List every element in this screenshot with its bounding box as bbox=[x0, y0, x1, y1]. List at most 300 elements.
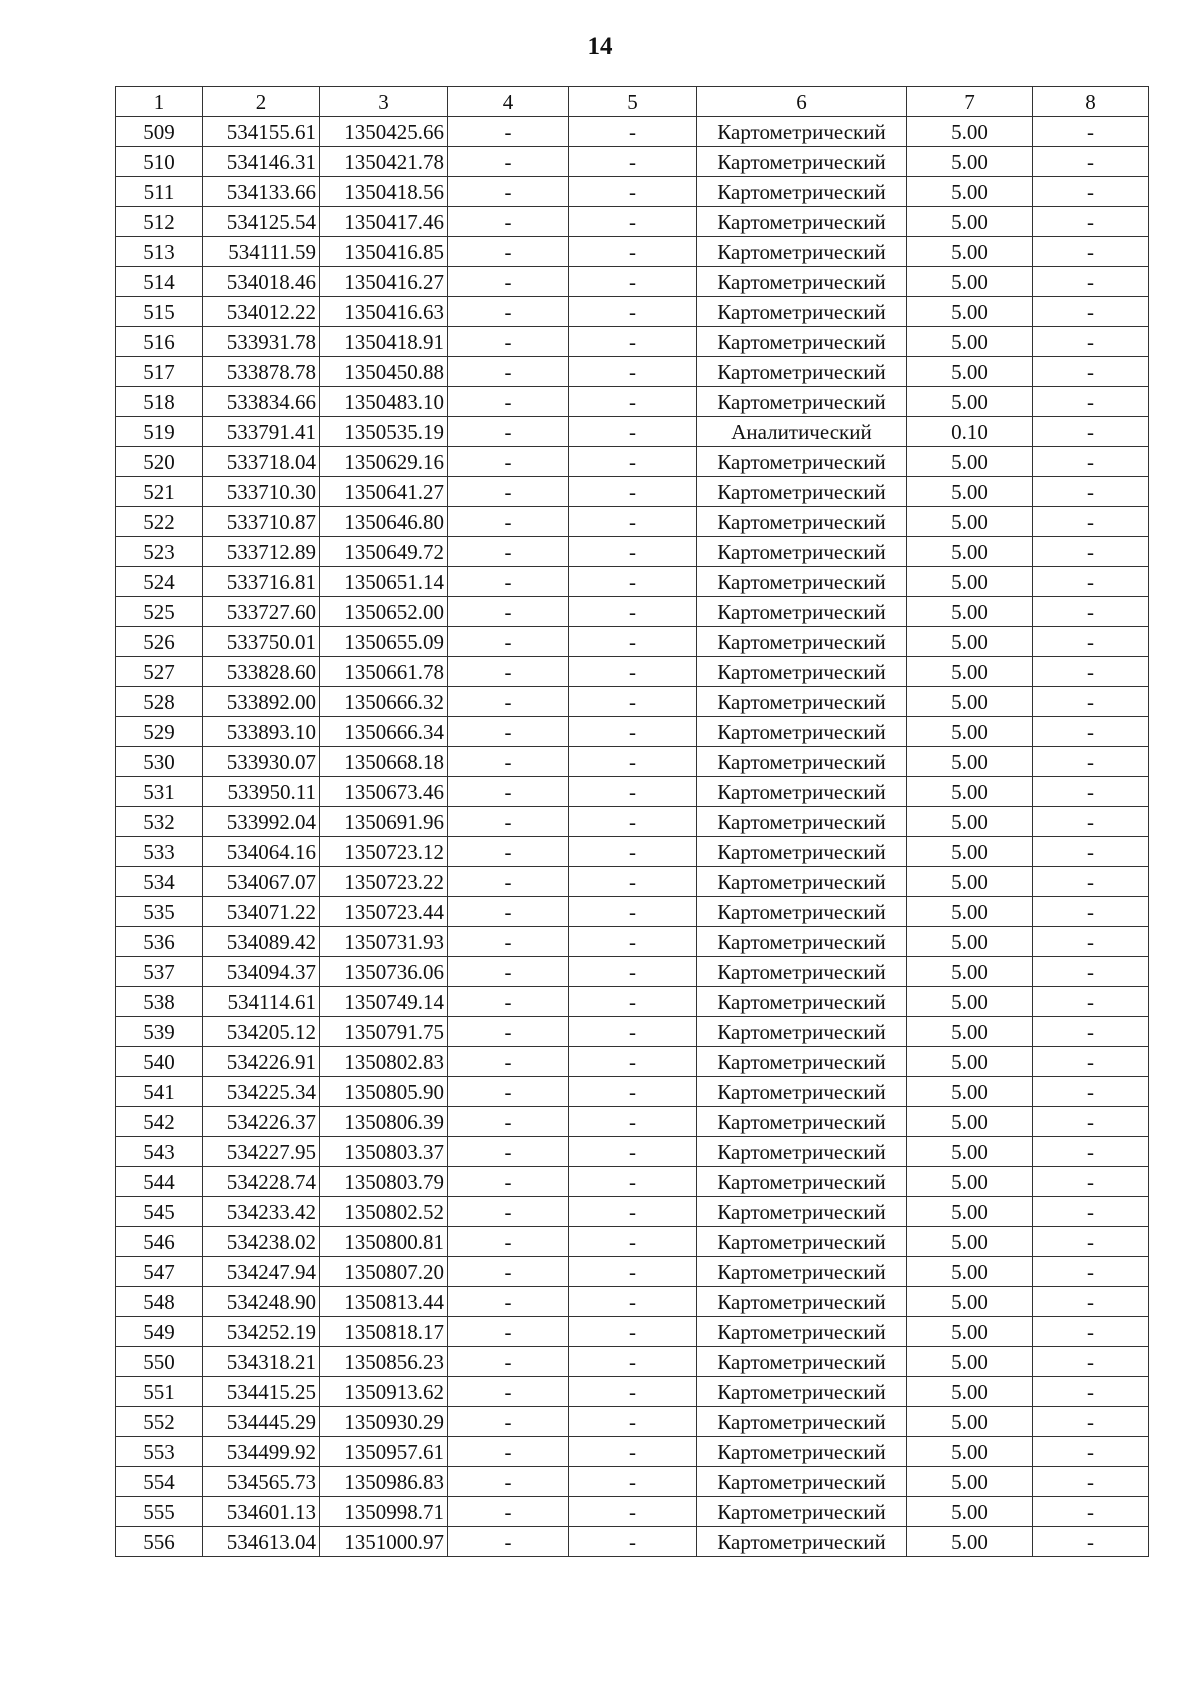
col8-value-cell: - bbox=[1033, 1527, 1149, 1557]
col8-value-cell: - bbox=[1033, 117, 1149, 147]
coord-x-cell: 534071.22 bbox=[203, 897, 320, 927]
coord-y-cell: 1350416.27 bbox=[320, 267, 448, 297]
coord-x-cell: 534248.90 bbox=[203, 1287, 320, 1317]
coord-x-cell: 533791.41 bbox=[203, 417, 320, 447]
col4-value-cell: - bbox=[448, 1407, 569, 1437]
col8-value-cell: - bbox=[1033, 1497, 1149, 1527]
table-row bbox=[116, 357, 1149, 387]
table-row bbox=[116, 237, 1149, 267]
col5-value-cell: - bbox=[569, 1017, 697, 1047]
coord-x-cell: 534111.59 bbox=[203, 237, 320, 267]
coord-y-cell: 1350655.09 bbox=[320, 627, 448, 657]
coord-x-cell: 534012.22 bbox=[203, 297, 320, 327]
col4-value-cell: - bbox=[448, 627, 569, 657]
point-number-cell: 551 bbox=[116, 1377, 203, 1407]
col4-value-cell: - bbox=[448, 687, 569, 717]
col5-value-cell: - bbox=[569, 687, 697, 717]
col8-value-cell: - bbox=[1033, 1467, 1149, 1497]
col4-value-cell: - bbox=[448, 1197, 569, 1227]
method-cell: Картометрический bbox=[697, 1257, 907, 1287]
col4-value-cell: - bbox=[448, 747, 569, 777]
point-number-cell: 509 bbox=[116, 117, 203, 147]
method-cell: Картометрический bbox=[697, 1197, 907, 1227]
col5-value-cell: - bbox=[569, 327, 697, 357]
method-cell: Картометрический bbox=[697, 1167, 907, 1197]
col5-value-cell: - bbox=[569, 417, 697, 447]
col5-value-cell: - bbox=[569, 447, 697, 477]
col8-value-cell: - bbox=[1033, 207, 1149, 237]
col5-value-cell: - bbox=[569, 387, 697, 417]
coord-y-cell: 1350723.22 bbox=[320, 867, 448, 897]
table-row bbox=[116, 1137, 1149, 1167]
coord-x-cell: 534233.42 bbox=[203, 1197, 320, 1227]
coord-x-cell: 533992.04 bbox=[203, 807, 320, 837]
coord-y-cell: 1350629.16 bbox=[320, 447, 448, 477]
method-cell: Картометрический bbox=[697, 297, 907, 327]
col5-value-cell: - bbox=[569, 867, 697, 897]
accuracy-cell: 5.00 bbox=[907, 1017, 1033, 1047]
method-cell: Картометрический bbox=[697, 1407, 907, 1437]
coord-y-cell: 1350668.18 bbox=[320, 747, 448, 777]
col4-value-cell: - bbox=[448, 237, 569, 267]
coordinates-table bbox=[115, 86, 1149, 1557]
coord-x-cell: 533716.81 bbox=[203, 567, 320, 597]
accuracy-cell: 5.00 bbox=[907, 747, 1033, 777]
col8-value-cell: - bbox=[1033, 537, 1149, 567]
method-cell: Картометрический bbox=[697, 837, 907, 867]
method-cell: Картометрический bbox=[697, 957, 907, 987]
col8-value-cell: - bbox=[1033, 837, 1149, 867]
col8-value-cell: - bbox=[1033, 1017, 1149, 1047]
col5-value-cell: - bbox=[569, 1347, 697, 1377]
col5-value-cell: - bbox=[569, 207, 697, 237]
coord-x-cell: 534252.19 bbox=[203, 1317, 320, 1347]
method-cell: Картометрический bbox=[697, 1437, 907, 1467]
accuracy-cell: 5.00 bbox=[907, 1287, 1033, 1317]
col4-value-cell: - bbox=[448, 807, 569, 837]
col8-value-cell: - bbox=[1033, 1257, 1149, 1287]
coord-y-cell: 1350646.80 bbox=[320, 507, 448, 537]
col4-value-cell: - bbox=[448, 1527, 569, 1557]
point-number-cell: 541 bbox=[116, 1077, 203, 1107]
coord-x-cell: 533828.60 bbox=[203, 657, 320, 687]
col4-value-cell: - bbox=[448, 387, 569, 417]
coord-y-cell: 1350416.63 bbox=[320, 297, 448, 327]
accuracy-cell: 5.00 bbox=[907, 1497, 1033, 1527]
accuracy-cell: 5.00 bbox=[907, 687, 1033, 717]
col4-value-cell: - bbox=[448, 147, 569, 177]
table-row bbox=[116, 537, 1149, 567]
table-row bbox=[116, 777, 1149, 807]
method-cell: Картометрический bbox=[697, 687, 907, 717]
col4-value-cell: - bbox=[448, 1257, 569, 1287]
col5-value-cell: - bbox=[569, 837, 697, 867]
col4-value-cell: - bbox=[448, 177, 569, 207]
table-row bbox=[116, 447, 1149, 477]
point-number-cell: 549 bbox=[116, 1317, 203, 1347]
accuracy-cell: 5.00 bbox=[907, 1077, 1033, 1107]
point-number-cell: 521 bbox=[116, 477, 203, 507]
method-cell: Картометрический bbox=[697, 1227, 907, 1257]
point-number-cell: 515 bbox=[116, 297, 203, 327]
col5-value-cell: - bbox=[569, 357, 697, 387]
accuracy-cell: 5.00 bbox=[907, 1347, 1033, 1377]
coord-x-cell: 534227.95 bbox=[203, 1137, 320, 1167]
col5-value-cell: - bbox=[569, 1287, 697, 1317]
coord-x-cell: 534565.73 bbox=[203, 1467, 320, 1497]
point-number-cell: 524 bbox=[116, 567, 203, 597]
col4-value-cell: - bbox=[448, 1107, 569, 1137]
table-row bbox=[116, 1377, 1149, 1407]
accuracy-cell: 5.00 bbox=[907, 507, 1033, 537]
coord-y-cell: 1350802.83 bbox=[320, 1047, 448, 1077]
coord-x-cell: 533727.60 bbox=[203, 597, 320, 627]
accuracy-cell: 5.00 bbox=[907, 1107, 1033, 1137]
point-number-cell: 545 bbox=[116, 1197, 203, 1227]
coord-y-cell: 1350791.75 bbox=[320, 1017, 448, 1047]
table-row bbox=[116, 417, 1149, 447]
col4-value-cell: - bbox=[448, 297, 569, 327]
point-number-cell: 544 bbox=[116, 1167, 203, 1197]
coord-y-cell: 1350483.10 bbox=[320, 387, 448, 417]
method-cell: Картометрический bbox=[697, 1137, 907, 1167]
coord-x-cell: 534238.02 bbox=[203, 1227, 320, 1257]
col4-value-cell: - bbox=[448, 837, 569, 867]
point-number-cell: 555 bbox=[116, 1497, 203, 1527]
table-row bbox=[116, 207, 1149, 237]
col4-value-cell: - bbox=[448, 897, 569, 927]
coord-y-cell: 1350805.90 bbox=[320, 1077, 448, 1107]
coord-y-cell: 1350856.23 bbox=[320, 1347, 448, 1377]
col4-value-cell: - bbox=[448, 1227, 569, 1257]
table-row bbox=[116, 477, 1149, 507]
col4-value-cell: - bbox=[448, 1497, 569, 1527]
point-number-cell: 542 bbox=[116, 1107, 203, 1137]
col8-value-cell: - bbox=[1033, 1077, 1149, 1107]
method-cell: Картометрический bbox=[697, 657, 907, 687]
col4-value-cell: - bbox=[448, 1017, 569, 1047]
coord-x-cell: 534067.07 bbox=[203, 867, 320, 897]
col4-value-cell: - bbox=[448, 1167, 569, 1197]
coord-y-cell: 1350691.96 bbox=[320, 807, 448, 837]
col8-value-cell: - bbox=[1033, 1317, 1149, 1347]
col8-value-cell: - bbox=[1033, 507, 1149, 537]
col5-value-cell: - bbox=[569, 717, 697, 747]
col5-value-cell: - bbox=[569, 1497, 697, 1527]
coord-y-cell: 1350673.46 bbox=[320, 777, 448, 807]
coord-y-cell: 1350425.66 bbox=[320, 117, 448, 147]
table-row bbox=[116, 927, 1149, 957]
accuracy-cell: 5.00 bbox=[907, 1317, 1033, 1347]
col8-value-cell: - bbox=[1033, 267, 1149, 297]
table-header bbox=[116, 87, 1149, 117]
coord-y-cell: 1350803.37 bbox=[320, 1137, 448, 1167]
coord-x-cell: 534089.42 bbox=[203, 927, 320, 957]
method-cell: Картометрический bbox=[697, 987, 907, 1017]
accuracy-cell: 5.00 bbox=[907, 867, 1033, 897]
accuracy-cell: 5.00 bbox=[907, 477, 1033, 507]
method-cell: Картометрический bbox=[697, 1497, 907, 1527]
coord-y-cell: 1350806.39 bbox=[320, 1107, 448, 1137]
col4-value-cell: - bbox=[448, 1047, 569, 1077]
table-row bbox=[116, 267, 1149, 297]
col4-value-cell: - bbox=[448, 1467, 569, 1497]
point-number-cell: 535 bbox=[116, 897, 203, 927]
point-number-cell: 552 bbox=[116, 1407, 203, 1437]
point-number-cell: 537 bbox=[116, 957, 203, 987]
coord-x-cell: 534205.12 bbox=[203, 1017, 320, 1047]
coord-x-cell: 534226.91 bbox=[203, 1047, 320, 1077]
table-row bbox=[116, 867, 1149, 897]
col8-value-cell: - bbox=[1033, 1347, 1149, 1377]
coord-y-cell: 1350800.81 bbox=[320, 1227, 448, 1257]
col8-value-cell: - bbox=[1033, 597, 1149, 627]
col8-value-cell: - bbox=[1033, 927, 1149, 957]
col4-value-cell: - bbox=[448, 987, 569, 1017]
coord-x-cell: 533950.11 bbox=[203, 777, 320, 807]
accuracy-cell: 5.00 bbox=[907, 807, 1033, 837]
table-row bbox=[116, 1497, 1149, 1527]
table-row bbox=[116, 747, 1149, 777]
col8-value-cell: - bbox=[1033, 387, 1149, 417]
method-cell: Картометрический bbox=[697, 1287, 907, 1317]
col8-value-cell: - bbox=[1033, 1107, 1149, 1137]
point-number-cell: 543 bbox=[116, 1137, 203, 1167]
table-row bbox=[116, 1257, 1149, 1287]
col4-value-cell: - bbox=[448, 447, 569, 477]
point-number-cell: 532 bbox=[116, 807, 203, 837]
coord-y-cell: 1350418.91 bbox=[320, 327, 448, 357]
col5-value-cell: - bbox=[569, 747, 697, 777]
col8-value-cell: - bbox=[1033, 327, 1149, 357]
table-row bbox=[116, 657, 1149, 687]
col5-value-cell: - bbox=[569, 507, 697, 537]
column-header-5: 5 bbox=[569, 87, 697, 117]
col8-value-cell: - bbox=[1033, 1407, 1149, 1437]
coord-x-cell: 534613.04 bbox=[203, 1527, 320, 1557]
coord-y-cell: 1350641.27 bbox=[320, 477, 448, 507]
coord-x-cell: 534225.34 bbox=[203, 1077, 320, 1107]
accuracy-cell: 5.00 bbox=[907, 627, 1033, 657]
accuracy-cell: 5.00 bbox=[907, 207, 1033, 237]
col4-value-cell: - bbox=[448, 1437, 569, 1467]
col5-value-cell: - bbox=[569, 1107, 697, 1137]
point-number-cell: 514 bbox=[116, 267, 203, 297]
col4-value-cell: - bbox=[448, 417, 569, 447]
method-cell: Картометрический bbox=[697, 777, 907, 807]
coord-y-cell: 1350723.12 bbox=[320, 837, 448, 867]
accuracy-cell: 5.00 bbox=[907, 267, 1033, 297]
point-number-cell: 547 bbox=[116, 1257, 203, 1287]
table-row bbox=[116, 1467, 1149, 1497]
col5-value-cell: - bbox=[569, 1077, 697, 1107]
coord-x-cell: 534146.31 bbox=[203, 147, 320, 177]
column-header-4: 4 bbox=[448, 87, 569, 117]
table-row bbox=[116, 1437, 1149, 1467]
col8-value-cell: - bbox=[1033, 1167, 1149, 1197]
col4-value-cell: - bbox=[448, 537, 569, 567]
point-number-cell: 530 bbox=[116, 747, 203, 777]
method-cell: Картометрический bbox=[697, 1467, 907, 1497]
table-row bbox=[116, 387, 1149, 417]
col8-value-cell: - bbox=[1033, 177, 1149, 207]
accuracy-cell: 5.00 bbox=[907, 987, 1033, 1017]
point-number-cell: 538 bbox=[116, 987, 203, 1017]
coord-x-cell: 534133.66 bbox=[203, 177, 320, 207]
table-row bbox=[116, 627, 1149, 657]
method-cell: Картометрический bbox=[697, 867, 907, 897]
coord-x-cell: 534318.21 bbox=[203, 1347, 320, 1377]
method-cell: Картометрический bbox=[697, 597, 907, 627]
method-cell: Картометрический bbox=[697, 507, 907, 537]
col4-value-cell: - bbox=[448, 867, 569, 897]
point-number-cell: 523 bbox=[116, 537, 203, 567]
table-row bbox=[116, 897, 1149, 927]
accuracy-cell: 5.00 bbox=[907, 1227, 1033, 1257]
table-row bbox=[116, 117, 1149, 147]
coord-x-cell: 534601.13 bbox=[203, 1497, 320, 1527]
table-row bbox=[116, 507, 1149, 537]
coord-y-cell: 1350649.72 bbox=[320, 537, 448, 567]
method-cell: Картометрический bbox=[697, 1107, 907, 1137]
coord-x-cell: 534125.54 bbox=[203, 207, 320, 237]
col4-value-cell: - bbox=[448, 1347, 569, 1377]
table-row bbox=[116, 987, 1149, 1017]
col4-value-cell: - bbox=[448, 1377, 569, 1407]
coord-x-cell: 533930.07 bbox=[203, 747, 320, 777]
coord-x-cell: 534228.74 bbox=[203, 1167, 320, 1197]
table-row bbox=[116, 1107, 1149, 1137]
method-cell: Картометрический bbox=[697, 927, 907, 957]
method-cell: Картометрический bbox=[697, 1527, 907, 1557]
col5-value-cell: - bbox=[569, 1377, 697, 1407]
coord-x-cell: 534064.16 bbox=[203, 837, 320, 867]
accuracy-cell: 5.00 bbox=[907, 1407, 1033, 1437]
coord-x-cell: 534114.61 bbox=[203, 987, 320, 1017]
coord-y-cell: 1350421.78 bbox=[320, 147, 448, 177]
accuracy-cell: 5.00 bbox=[907, 177, 1033, 207]
coord-x-cell: 533834.66 bbox=[203, 387, 320, 417]
method-cell: Аналитический bbox=[697, 417, 907, 447]
col5-value-cell: - bbox=[569, 477, 697, 507]
method-cell: Картометрический bbox=[697, 717, 907, 747]
method-cell: Картометрический bbox=[697, 357, 907, 387]
point-number-cell: 518 bbox=[116, 387, 203, 417]
accuracy-cell: 5.00 bbox=[907, 717, 1033, 747]
point-number-cell: 539 bbox=[116, 1017, 203, 1047]
col8-value-cell: - bbox=[1033, 897, 1149, 927]
method-cell: Картометрический bbox=[697, 267, 907, 297]
coord-y-cell: 1350807.20 bbox=[320, 1257, 448, 1287]
col5-value-cell: - bbox=[569, 957, 697, 987]
table-row bbox=[116, 957, 1149, 987]
col4-value-cell: - bbox=[448, 957, 569, 987]
accuracy-cell: 5.00 bbox=[907, 327, 1033, 357]
method-cell: Картометрический bbox=[697, 207, 907, 237]
col5-value-cell: - bbox=[569, 237, 697, 267]
col5-value-cell: - bbox=[569, 597, 697, 627]
point-number-cell: 534 bbox=[116, 867, 203, 897]
col8-value-cell: - bbox=[1033, 867, 1149, 897]
coord-y-cell: 1350813.44 bbox=[320, 1287, 448, 1317]
method-cell: Картометрический bbox=[697, 177, 907, 207]
coord-y-cell: 1350930.29 bbox=[320, 1407, 448, 1437]
coord-y-cell: 1350986.83 bbox=[320, 1467, 448, 1497]
col8-value-cell: - bbox=[1033, 657, 1149, 687]
col5-value-cell: - bbox=[569, 267, 697, 297]
column-header-8: 8 bbox=[1033, 87, 1149, 117]
point-number-cell: 554 bbox=[116, 1467, 203, 1497]
accuracy-cell: 5.00 bbox=[907, 597, 1033, 627]
point-number-cell: 517 bbox=[116, 357, 203, 387]
point-number-cell: 533 bbox=[116, 837, 203, 867]
column-header-7: 7 bbox=[907, 87, 1033, 117]
coord-y-cell: 1350749.14 bbox=[320, 987, 448, 1017]
col4-value-cell: - bbox=[448, 1317, 569, 1347]
point-number-cell: 550 bbox=[116, 1347, 203, 1377]
accuracy-cell: 5.00 bbox=[907, 1437, 1033, 1467]
point-number-cell: 548 bbox=[116, 1287, 203, 1317]
page-number: 14 bbox=[587, 33, 613, 60]
col5-value-cell: - bbox=[569, 1527, 697, 1557]
table-row bbox=[116, 597, 1149, 627]
coord-x-cell: 533710.87 bbox=[203, 507, 320, 537]
col5-value-cell: - bbox=[569, 1437, 697, 1467]
coord-y-cell: 1350416.85 bbox=[320, 237, 448, 267]
coord-y-cell: 1350666.32 bbox=[320, 687, 448, 717]
accuracy-cell: 5.00 bbox=[907, 1047, 1033, 1077]
col5-value-cell: - bbox=[569, 987, 697, 1017]
coord-x-cell: 533893.10 bbox=[203, 717, 320, 747]
col8-value-cell: - bbox=[1033, 447, 1149, 477]
col5-value-cell: - bbox=[569, 897, 697, 927]
col8-value-cell: - bbox=[1033, 717, 1149, 747]
coord-x-cell: 533718.04 bbox=[203, 447, 320, 477]
col8-value-cell: - bbox=[1033, 1137, 1149, 1167]
col5-value-cell: - bbox=[569, 657, 697, 687]
col5-value-cell: - bbox=[569, 117, 697, 147]
col8-value-cell: - bbox=[1033, 1437, 1149, 1467]
method-cell: Картометрический bbox=[697, 1377, 907, 1407]
col4-value-cell: - bbox=[448, 477, 569, 507]
col4-value-cell: - bbox=[448, 717, 569, 747]
coord-x-cell: 533710.30 bbox=[203, 477, 320, 507]
table-row bbox=[116, 687, 1149, 717]
coord-y-cell: 1350736.06 bbox=[320, 957, 448, 987]
table-row bbox=[116, 1047, 1149, 1077]
col8-value-cell: - bbox=[1033, 987, 1149, 1017]
coord-x-cell: 534247.94 bbox=[203, 1257, 320, 1287]
header-row bbox=[116, 87, 1149, 117]
method-cell: Картометрический bbox=[697, 1017, 907, 1047]
table-body bbox=[116, 117, 1149, 1557]
table-row bbox=[116, 1287, 1149, 1317]
method-cell: Картометрический bbox=[697, 1077, 907, 1107]
accuracy-cell: 5.00 bbox=[907, 567, 1033, 597]
accuracy-cell: 5.00 bbox=[907, 897, 1033, 927]
column-header-1: 1 bbox=[116, 87, 203, 117]
point-number-cell: 510 bbox=[116, 147, 203, 177]
col4-value-cell: - bbox=[448, 327, 569, 357]
point-number-cell: 525 bbox=[116, 597, 203, 627]
col4-value-cell: - bbox=[448, 507, 569, 537]
col5-value-cell: - bbox=[569, 1137, 697, 1167]
accuracy-cell: 5.00 bbox=[907, 357, 1033, 387]
point-number-cell: 527 bbox=[116, 657, 203, 687]
accuracy-cell: 5.00 bbox=[907, 1377, 1033, 1407]
col8-value-cell: - bbox=[1033, 747, 1149, 777]
accuracy-cell: 5.00 bbox=[907, 1527, 1033, 1557]
